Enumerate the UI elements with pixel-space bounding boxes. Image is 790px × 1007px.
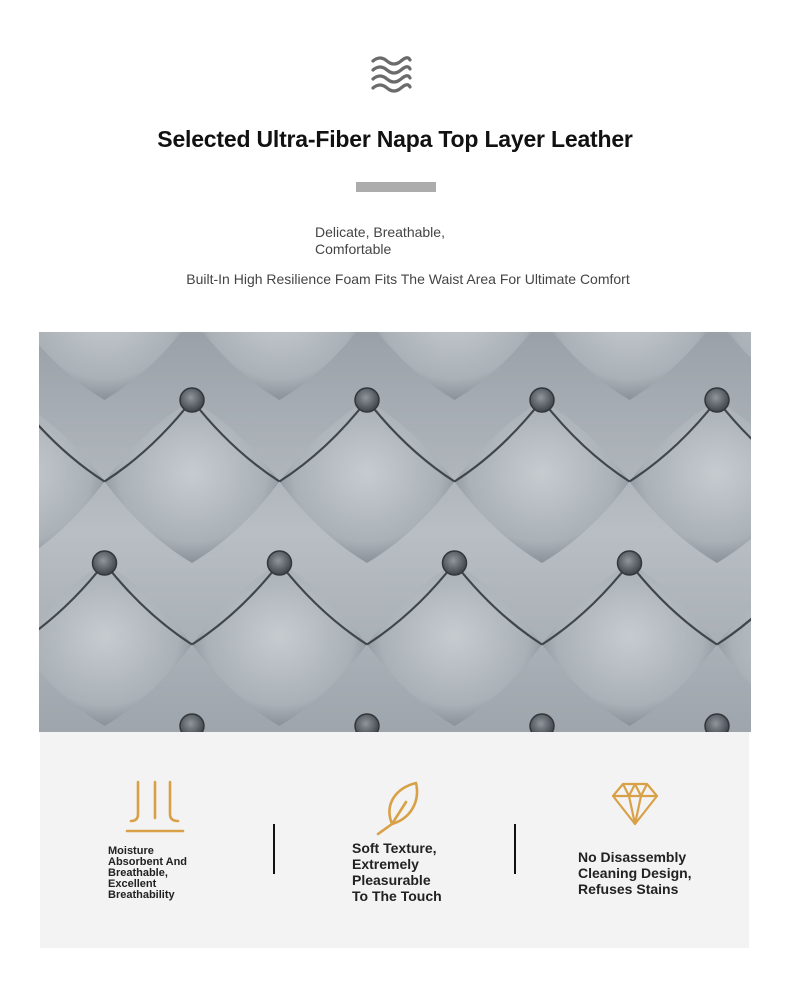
wave-lines-icon <box>370 55 412 95</box>
leather-button <box>530 714 554 732</box>
leather-button <box>355 388 379 412</box>
leather-button <box>530 388 554 412</box>
leather-button <box>180 388 204 412</box>
moisture-absorb-icon <box>124 780 186 836</box>
feature-divider <box>514 824 516 874</box>
leather-button <box>705 714 729 732</box>
description: Built-In High Resilience Foam Fits The Waist Area For Ultimate Comfort <box>186 271 630 287</box>
leather-button <box>180 714 204 732</box>
diamond-icon <box>611 781 659 827</box>
grey-tufted-leather-icon <box>39 332 751 732</box>
leather-button <box>268 551 292 575</box>
leather-button <box>618 551 642 575</box>
leather-button <box>355 714 379 732</box>
leather-button <box>93 551 117 575</box>
title-divider <box>356 182 436 192</box>
leather-image <box>39 332 751 732</box>
feature-divider <box>273 824 275 874</box>
feature-moisture-text: Moisture Absorbent And Breathable, Excellent Breathability <box>108 845 188 901</box>
leaf-icon <box>376 780 422 836</box>
page-title: Selected Ultra-Fiber Napa Top Layer Leather <box>157 126 633 152</box>
feature-cleaning-text: No Disassembly Cleaning Design, Refuses Stains <box>578 849 692 897</box>
subtitle: Delicate, Breathable, Comfortable <box>315 224 445 257</box>
leather-button <box>443 551 467 575</box>
feature-soft-text: Soft Texture, Extremely Pleasurable To The Touch <box>352 840 442 904</box>
leather-button <box>705 388 729 412</box>
